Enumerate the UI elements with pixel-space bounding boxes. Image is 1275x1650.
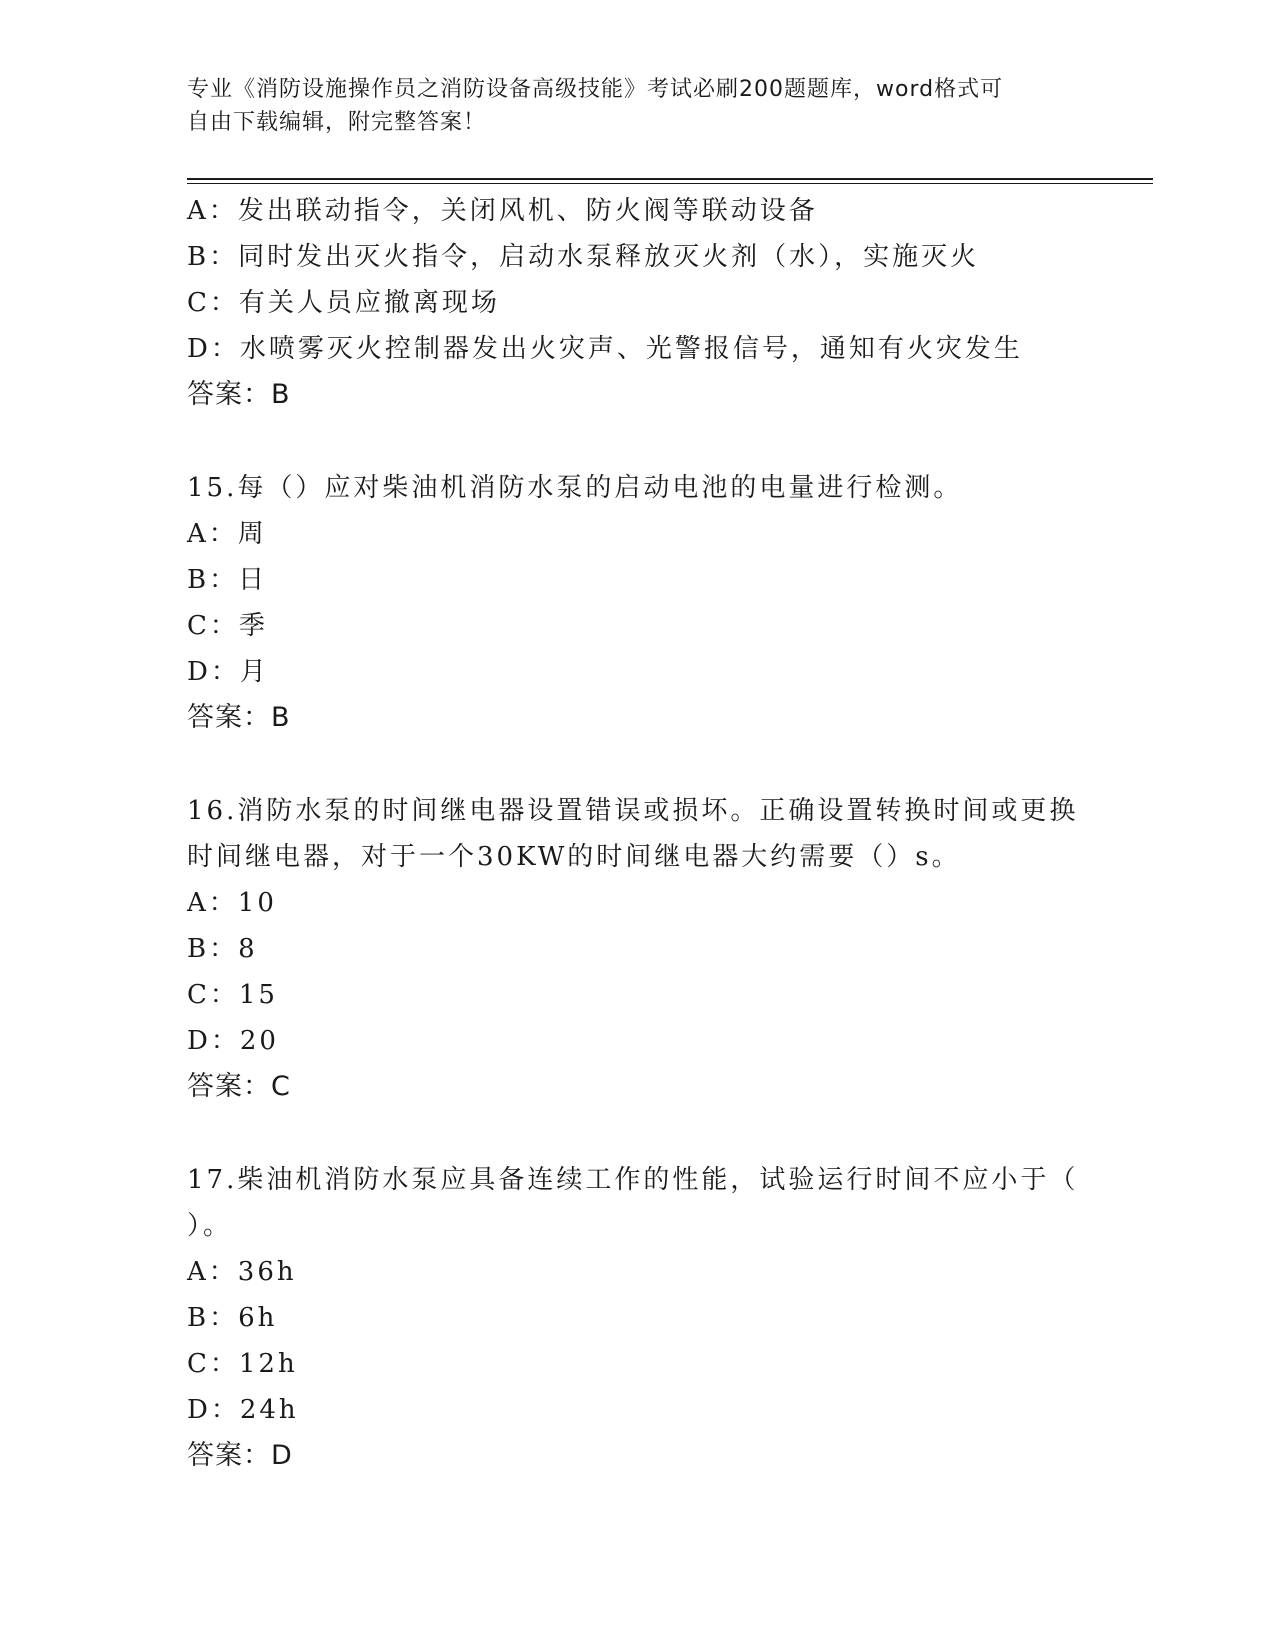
option-d: D：20 <box>187 1026 279 1056</box>
page-header <box>187 73 1087 139</box>
question-list <box>187 188 1087 1479</box>
question-stem-line-1: 17.柴油机消防水泵应具备连续工作的性能，试验运行时间不应小于（ <box>187 1165 1079 1195</box>
option-c: C：季 <box>187 611 268 641</box>
header-divider-thin <box>187 183 1153 184</box>
answer: 答案：C <box>187 1071 291 1102</box>
option-a: A：周 <box>187 519 267 549</box>
option-b: B：同时发出灭火指令，启动水泵释放灭火剂（水），实施灭火 <box>187 242 980 272</box>
option-a: A：36h <box>187 1257 297 1287</box>
option-a: A：发出联动指令，关闭风机、防火阀等联动设备 <box>187 196 818 226</box>
option-b: B：日 <box>187 565 268 595</box>
question-stem-line-1: 16.消防水泵的时间继电器设置错误或损坏。正确设置转换时间或更换 <box>187 796 1079 826</box>
header-line-1: 专业《消防设施操作员之消防设备高级技能》考试必刷200题题库，word格式可 <box>187 77 1004 102</box>
question-15 <box>187 465 1087 741</box>
option-c: C：有关人员应撤离现场 <box>187 288 500 318</box>
question-17 <box>187 1157 1087 1479</box>
header-line-2: 自由下载编辑，附完整答案！ <box>187 110 487 135</box>
answer: 答案：B <box>187 379 291 410</box>
option-a: A：10 <box>187 888 277 918</box>
option-d: D：月 <box>187 657 269 687</box>
question-14 <box>187 188 1087 418</box>
header-divider-thick <box>187 178 1153 180</box>
question-stem: 15.每（）应对柴油机消防水泵的启动电池的电量进行检测。 <box>187 473 963 503</box>
option-b: B：6h <box>187 1303 278 1333</box>
question-stem-line-2: ）。 <box>187 1211 233 1241</box>
question-stem-line-2: 时间继电器，对于一个30KW的时间继电器大约需要（）s。 <box>187 842 961 872</box>
option-d: D：水喷雾灭火控制器发出火灾声、光警报信号，通知有火灾发生 <box>187 334 1023 364</box>
option-b: B：8 <box>187 934 258 964</box>
answer: 答案：D <box>187 1440 293 1471</box>
answer: 答案：B <box>187 702 291 733</box>
option-d: D：24h <box>187 1395 299 1425</box>
option-c: C：12h <box>187 1349 298 1379</box>
question-16 <box>187 788 1087 1110</box>
option-c: C：15 <box>187 980 278 1010</box>
